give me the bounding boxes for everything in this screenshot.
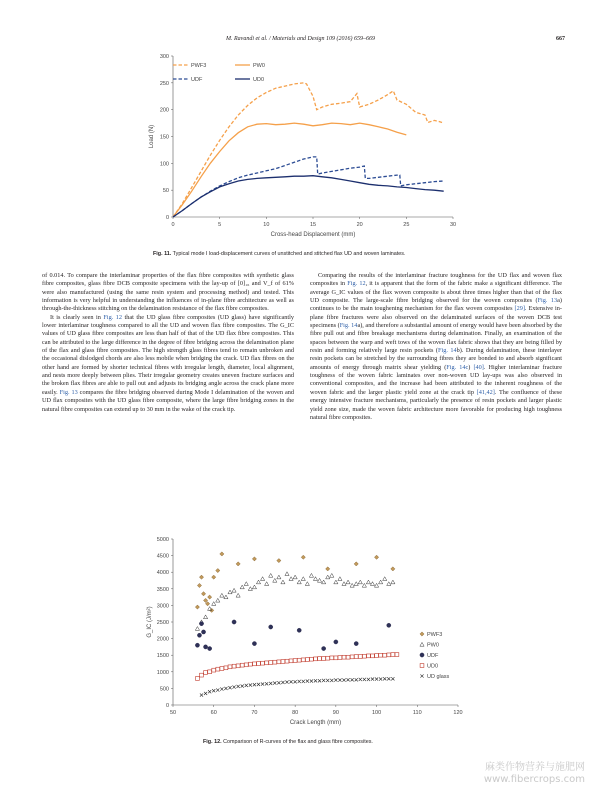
figure-12-r-curves-chart (140, 530, 470, 735)
y-tick-label: 0 (165, 215, 169, 221)
y-tick-label: 2500 (156, 620, 169, 626)
x-tick-label: 50 (169, 710, 177, 716)
data-point (289, 577, 293, 581)
data-point (232, 685, 235, 688)
data-point (201, 630, 205, 634)
series-line-pw0 (173, 123, 406, 217)
data-point (318, 679, 321, 682)
data-point (257, 683, 260, 686)
series-pwf3 (195, 552, 395, 613)
data-point (281, 681, 284, 684)
figure-12-caption-text: Comparison of R-curves of the flax and glass fibre composites. (221, 739, 373, 745)
data-point (298, 680, 301, 683)
data-point (220, 593, 224, 597)
data-point (317, 578, 321, 582)
figure-12-caption (203, 739, 373, 745)
data-point (362, 583, 366, 587)
figure-11-load-displacement-chart (140, 48, 470, 248)
series-line-ud0 (173, 176, 444, 217)
data-point (313, 577, 317, 581)
data-point (208, 690, 211, 693)
data-point (391, 677, 394, 680)
data-point (197, 633, 201, 637)
data-point (374, 583, 378, 587)
series-ud0 (196, 653, 399, 681)
data-point (322, 657, 326, 661)
data-point (374, 555, 378, 559)
left-text-column (42, 272, 294, 414)
data-point (261, 682, 264, 685)
data-point (326, 656, 330, 660)
paragraph: Comparing the results of the interlaminar fracture toughness for the UD flax and woven flax composites in Fig. 12, it is apparent that the form of the fabric make a significant difference. The average G_IC values of the flax woven composite is about three times higher than that of the flax UD composite. The large-scale fibre bridging observed for the woven composites (Fig. 13a) continues to be the main toughening mechanism for the flax woven composites [29]. Extensive in-plane fibre fractures were also observed on the delaminated surfaces of the woven DCB test specimens (Fig. 14a), and therefore a substantial amount of energy would have been absorbed by the fibre pull out and fibre breakage mechanisms during delamination. Finally, an examination of the spaces between the warp and weft tows of the woven flax fabric shows that they are being filled by resin and forming relatively large resin pockets (Fig. 14b). During delamination, these interlayer resin pockets can be stretched by the surrounding fibres they are bonded to and absorb significant amounts of energy through matrix shear yielding (Fig. 14c) [40]. Higher interlaminar fracture toughness of the woven fabric laminates over non-woven UD lay-ups was also observed in conventional composites, and the increase had been attributed to the inherent roughness of the woven fabric and the larger plastic yield zone at the crack tip [41,42]. The confluence of these energy intensive fracture mechanisms, particularly the presence of resin pockets and larger plastic yield zone size, made the woven fabric architecture more favorable for producing high toughness natural fibre composites. (310, 272, 563, 421)
data-point (216, 568, 220, 572)
data-point (334, 656, 338, 660)
data-point (204, 671, 208, 675)
data-point (240, 663, 244, 667)
x-axis-label: Cross-head Displacement (mm) (270, 232, 356, 238)
data-point (257, 662, 261, 666)
data-point (314, 657, 318, 661)
data-point (342, 679, 345, 682)
data-point (248, 662, 252, 666)
watermark (484, 762, 585, 786)
data-point (370, 582, 374, 586)
data-point (293, 659, 297, 663)
data-point (201, 592, 205, 596)
data-point (338, 656, 342, 660)
data-point (203, 645, 207, 649)
data-point (322, 580, 326, 584)
data-point (228, 686, 231, 689)
data-point (244, 582, 248, 586)
data-point (302, 680, 305, 683)
x-tick-label: 90 (332, 710, 339, 716)
data-point (297, 580, 301, 584)
figure-link[interactable]: Fig. 12 (103, 313, 122, 321)
data-point (232, 664, 236, 668)
y-tick-label: 3500 (156, 586, 169, 593)
data-point (350, 655, 354, 659)
data-point (203, 615, 207, 619)
data-point (253, 662, 257, 666)
data-point (322, 646, 326, 650)
data-point (265, 661, 269, 665)
data-point (281, 660, 285, 664)
data-point (330, 656, 334, 660)
data-point (367, 678, 370, 681)
series-udf (195, 620, 391, 651)
data-point (216, 598, 220, 602)
figure-link[interactable]: Fig. 13 (537, 297, 558, 305)
y-tick-label: 1500 (156, 653, 169, 660)
data-point (338, 577, 342, 581)
data-point (212, 689, 215, 692)
data-point (346, 655, 350, 659)
data-point (358, 580, 362, 584)
data-point (387, 623, 391, 627)
data-point (208, 670, 212, 674)
data-point (277, 575, 281, 579)
data-point (269, 661, 273, 665)
data-point (354, 655, 358, 659)
data-point (318, 657, 322, 661)
data-point (237, 685, 240, 688)
y-tick-label: 2000 (156, 636, 169, 643)
data-point (273, 578, 277, 582)
y-axis-label: G_IC (J/m²) (147, 606, 153, 638)
data-point (371, 654, 375, 658)
data-point (346, 580, 350, 584)
series-pw0 (195, 572, 395, 631)
data-point (322, 679, 325, 682)
data-point (249, 683, 252, 686)
data-point (199, 575, 203, 579)
data-point (241, 684, 244, 687)
y-axis-label: Load (N) (149, 124, 155, 149)
data-point (387, 653, 391, 657)
data-point (200, 693, 203, 696)
data-point (334, 640, 338, 644)
data-point (310, 657, 314, 661)
data-point (367, 654, 371, 658)
x-tick-label: 110 (412, 710, 422, 716)
data-point (277, 558, 281, 562)
y-tick-label: 4000 (156, 570, 169, 577)
figure-12-caption-label: Fig. 12. (203, 739, 222, 745)
data-point (195, 605, 199, 609)
data-point (371, 678, 374, 681)
data-point (375, 678, 378, 681)
data-point (379, 580, 383, 584)
data-point (289, 659, 293, 663)
data-point (228, 590, 232, 594)
data-point (265, 682, 268, 685)
y-tick-label: 500 (159, 686, 169, 693)
data-point (248, 587, 252, 591)
data-point (196, 677, 200, 681)
data-point (199, 622, 203, 626)
reference-link[interactable]: [40] (473, 363, 484, 371)
series-line-pwf3 (173, 83, 444, 217)
legend-label: PW0 (427, 642, 439, 649)
data-point (362, 654, 366, 658)
reference-link[interactable]: [29] (514, 305, 525, 313)
x-tick-label: 100 (371, 710, 382, 716)
x-tick-label: 120 (453, 710, 463, 716)
data-point (256, 580, 260, 584)
data-point (224, 595, 228, 599)
data-point (220, 552, 224, 556)
y-tick-label: 50 (162, 188, 169, 195)
x-tick-label: 30 (449, 222, 457, 228)
data-point (420, 632, 424, 636)
figure-11-caption-text: Typical mode I load-displacement curves of unstitched and stitched flax UD and woven laminates. (171, 251, 406, 257)
data-point (204, 692, 207, 695)
data-point (420, 642, 424, 646)
data-point (228, 665, 232, 669)
y-tick-label: 0 (165, 703, 169, 709)
data-point (334, 679, 337, 682)
data-point (285, 659, 289, 663)
data-point (297, 658, 301, 662)
data-point (232, 620, 236, 624)
data-point (383, 653, 387, 657)
data-point (260, 577, 264, 581)
data-point (391, 653, 395, 657)
data-point (420, 653, 424, 657)
legend-label: UD0 (253, 77, 265, 83)
data-point (285, 572, 289, 576)
legend-label: UDF (427, 653, 439, 659)
data-point (236, 562, 240, 566)
data-point (289, 680, 292, 683)
data-point (363, 678, 366, 681)
x-tick-label: 15 (309, 222, 317, 228)
data-point (252, 557, 256, 561)
data-point (301, 555, 305, 559)
data-point (354, 582, 358, 586)
data-point (297, 628, 301, 632)
data-point (269, 625, 273, 629)
data-point (220, 687, 223, 690)
data-point (212, 575, 216, 579)
data-point (216, 667, 220, 671)
series-ud-glass (200, 677, 395, 696)
legend-label: PWF3 (427, 632, 443, 638)
data-point (301, 658, 305, 662)
data-point (338, 679, 341, 682)
y-tick-label: 100 (159, 161, 169, 168)
data-point (350, 583, 354, 587)
data-point (273, 681, 276, 684)
data-point (281, 580, 285, 584)
x-tick-label: 0 (171, 222, 175, 228)
figure-11-caption (153, 251, 406, 257)
legend-label: PWF3 (191, 63, 207, 69)
data-point (326, 567, 330, 571)
figure-link[interactable]: Fig. 14c (446, 363, 469, 371)
data-point (354, 562, 358, 566)
figure-11-caption-label: Fig. 11. (153, 251, 172, 257)
data-point (355, 678, 358, 681)
y-tick-label: 150 (159, 134, 169, 141)
legend-label: UD glass (427, 674, 450, 680)
data-point (265, 582, 269, 586)
data-point (294, 680, 297, 683)
data-point (358, 655, 362, 659)
y-tick-label: 3000 (156, 603, 169, 610)
data-point (420, 674, 423, 677)
data-point (261, 661, 265, 665)
data-point (195, 627, 199, 631)
x-tick-label: 60 (210, 710, 217, 716)
watermark-line-2: www.fibercrops.com (483, 774, 585, 785)
data-point (269, 573, 273, 577)
data-point (387, 582, 391, 586)
figure-link[interactable]: Fig. 13 (59, 388, 78, 396)
figure-link[interactable]: Fig. 14 (437, 347, 457, 355)
data-point (197, 583, 201, 587)
data-point (342, 582, 346, 586)
running-header-journal: M. Ravandi et al. / Materials and Design 109 (2016) 659–669 (226, 36, 375, 42)
right-text-column (310, 272, 562, 422)
data-point (326, 679, 329, 682)
data-point (379, 653, 383, 657)
data-point (277, 681, 280, 684)
data-point (293, 575, 297, 579)
data-point (240, 585, 244, 589)
x-tick-label: 10 (263, 222, 270, 228)
data-point (305, 582, 309, 586)
data-point (220, 667, 224, 671)
data-point (252, 585, 256, 589)
data-point (244, 663, 248, 667)
data-point (245, 684, 248, 687)
legend-label: PW0 (253, 63, 265, 69)
data-point (351, 678, 354, 681)
data-point (391, 567, 395, 571)
data-point (387, 677, 390, 680)
data-point (383, 677, 386, 680)
data-point (305, 658, 309, 662)
data-point (383, 577, 387, 581)
x-tick-label: 20 (356, 222, 363, 228)
data-point (375, 654, 379, 658)
data-point (420, 664, 424, 668)
data-point (212, 602, 216, 606)
data-point (330, 573, 334, 577)
data-point (395, 653, 399, 657)
data-point (224, 687, 227, 690)
legend-label: UD0 (427, 663, 439, 670)
data-point (379, 678, 382, 681)
watermark-line-1: 麻类作物营养与施肥网 (485, 762, 585, 773)
data-point (224, 666, 228, 670)
data-point (212, 668, 216, 672)
data-point (366, 580, 370, 584)
data-point (326, 575, 330, 579)
data-point (200, 673, 204, 677)
data-point (309, 573, 313, 577)
data-point (232, 588, 236, 592)
y-tick-label: 200 (159, 107, 169, 114)
x-tick-label: 25 (403, 222, 410, 228)
y-tick-label: 300 (159, 54, 169, 60)
y-tick-label: 1000 (156, 669, 169, 676)
data-point (301, 577, 305, 581)
data-point (273, 660, 277, 664)
paragraph: of 0.014. To compare the interlaminar properties of the flax fibre composites with synthetic glass fibre composites, glass fibre DCB composite specimens with the lay-up of [0]₁₆ and V_f of 61% were also manufactured (using the same resin system and processing method) and tested. This information is very helpful in understanding the influences of in-plane fibre architecture as well as through-the-thickness stitching on the delamination resistance of the flax fibre composites. (42, 272, 294, 313)
y-tick-label: 4500 (156, 553, 169, 560)
data-point (208, 646, 212, 650)
page-number: 667 (556, 36, 565, 42)
reference-link[interactable]: [41,42] (476, 388, 495, 396)
data-point (216, 688, 219, 691)
paragraph: It is clearly seen in Fig. 12 that the UD glass fibre composites (UD glass) have significantly lower interlaminar toughness compared to all the UD and woven flax fibre composites. The G_IC values of UD glass fibre composites are less than half of that of the UD flax fibre composites. This can be attributed to the large difference in the degree of fibre bridging across the delamination plane of the flax and glass fibre composites. The high strength glass fibres tend to remain unbroken and the occasional dislodged chords are also less mobile when bridging the crack. UD flax fibres on the other hand are formed by shorter technical fibres with irregular length, diameter, local alignment, and nests more deeply between plies. Their irregular geometry creates uneven fracture surfaces and the broken flax fibres are able to pull out and adjusts its bridging angle across the crack plane more easily. Fig. 13 compares the fibre bridging observed during Mode I delamination of the woven and UD flax composites with the UD glass fibre composite, where the large fibre bridging zones in the natural fibre composites can extend up to 30 mm in the wake of the crack tip. (42, 313, 294, 413)
data-point (269, 682, 272, 685)
data-point (277, 660, 281, 664)
x-axis-label: Crack Length (mm) (289, 720, 342, 726)
data-point (252, 641, 256, 645)
x-tick-label: 80 (292, 710, 299, 716)
data-point (342, 655, 346, 659)
figure-link[interactable]: Fig. 12 (347, 280, 366, 288)
legend-label: UDF (191, 77, 203, 83)
data-point (285, 680, 288, 683)
data-point (354, 641, 358, 645)
data-point (330, 679, 333, 682)
data-point (195, 643, 199, 647)
data-point (236, 664, 240, 668)
data-point (236, 593, 240, 597)
data-point (253, 683, 256, 686)
y-tick-label: 250 (159, 80, 169, 87)
y-tick-label: 5000 (156, 537, 169, 543)
x-tick-label: 5 (218, 222, 222, 228)
data-point (346, 678, 349, 681)
figure-link[interactable]: Fig. 14 (339, 322, 358, 330)
data-point (310, 679, 313, 682)
data-point (208, 595, 212, 599)
x-tick-label: 70 (251, 710, 258, 716)
data-point (334, 580, 338, 584)
data-point (314, 679, 317, 682)
data-point (306, 679, 309, 682)
data-point (359, 678, 362, 681)
data-point (391, 580, 395, 584)
